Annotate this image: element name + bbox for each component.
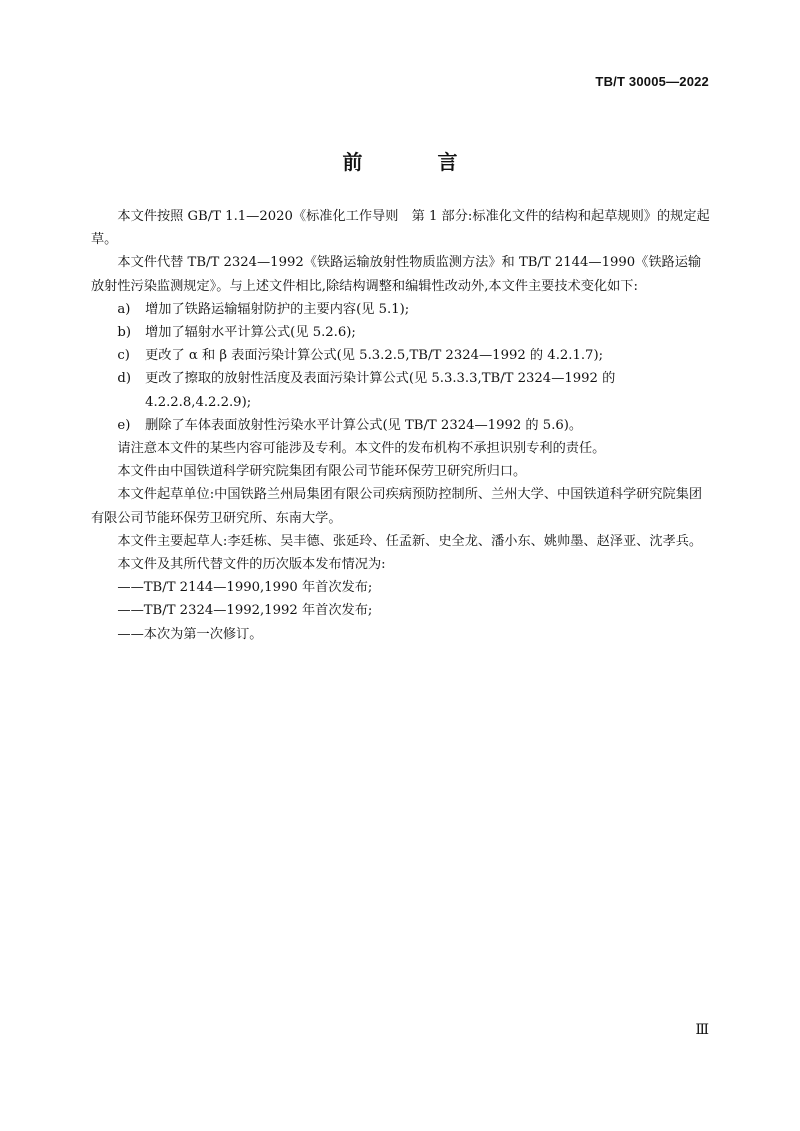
list-item [117,298,711,321]
paragraph-drafting-units: 本文件起草单位:中国铁路兰州局集团有限公司疾病预防控制所、兰州大学、中国铁道科学研究院集团有限公司节能环保劳卫研究所、东南大学。 [91,487,703,526]
page-number: Ⅲ [695,1022,709,1038]
list-item-text: 删除了车体表面放射性污染水平计算公式(见 TB/T 2324—1992 的 5.6)。 [145,417,583,433]
list-item-text: 增加了铁路运输辐射防护的主要内容(见 5.1); [145,301,410,317]
list-item-label: c) [117,348,130,364]
list-item-label: d) [117,371,131,387]
list-item [117,321,711,344]
list-item [117,367,711,413]
list-item [117,344,711,367]
paragraph-history-intro: 本文件及其所代替文件的历次版本发布情况为: [117,557,386,573]
list-item-label: a) [117,301,131,317]
history-item: ——TB/T 2324—1992,1992 年首次发布; [117,603,373,619]
paragraph-proposer: 本文件由中国铁道科学研究院集团有限公司节能环保劳卫研究所归口。 [117,464,527,480]
list-item-label: e) [117,417,131,433]
paragraph-drafting-rules: 本文件按照 GB/T 1.1—2020《标准化工作导则 第 1 部分:标准化文件的结构和起草规则》的规定起草。 [91,209,710,248]
list-item [117,414,711,437]
paragraph-replacement: 本文件代替 TB/T 2324—1992《铁路运输放射性物质监测方法》和 TB/T 2144—1990《铁路运输放射性污染监测规定》。与上述文件相比,除结构调整和编辑性改动外,本文件主要技术变化如下: [91,255,702,294]
document-code: TB/T 30005—2022 [595,74,709,89]
history-item: ——本次为第一次修订。 [117,626,263,642]
list-item-text: 增加了辐射水平计算公式(见 5.2.6); [145,325,356,341]
paragraph-drafters: 本文件主要起草人:李廷栋、吴丰德、张延玲、任孟新、史全龙、潘小东、姚帅墨、赵泽亚、沈孝兵。 [117,533,703,549]
page-title: 前 言 [342,150,492,174]
list-item-text: 更改了擦取的放射性活度及表面污染计算公式(见 5.3.3.3,TB/T 2324—1992 的 4.2.2.8,4.2.2.9); [145,371,616,410]
list-item-text: 更改了 α 和 β 表面污染计算公式(见 5.3.2.5,TB/T 2324—1992 的 4.2.1.7); [145,348,604,364]
paragraph-patent-notice: 请注意本文件的某些内容可能涉及专利。本文件的发布机构不承担识别专利的责任。 [117,441,606,457]
foreword-body [91,205,711,646]
list-item-label: b) [117,325,131,341]
history-item: ——TB/T 2144—1990,1990 年首次发布; [117,580,373,596]
